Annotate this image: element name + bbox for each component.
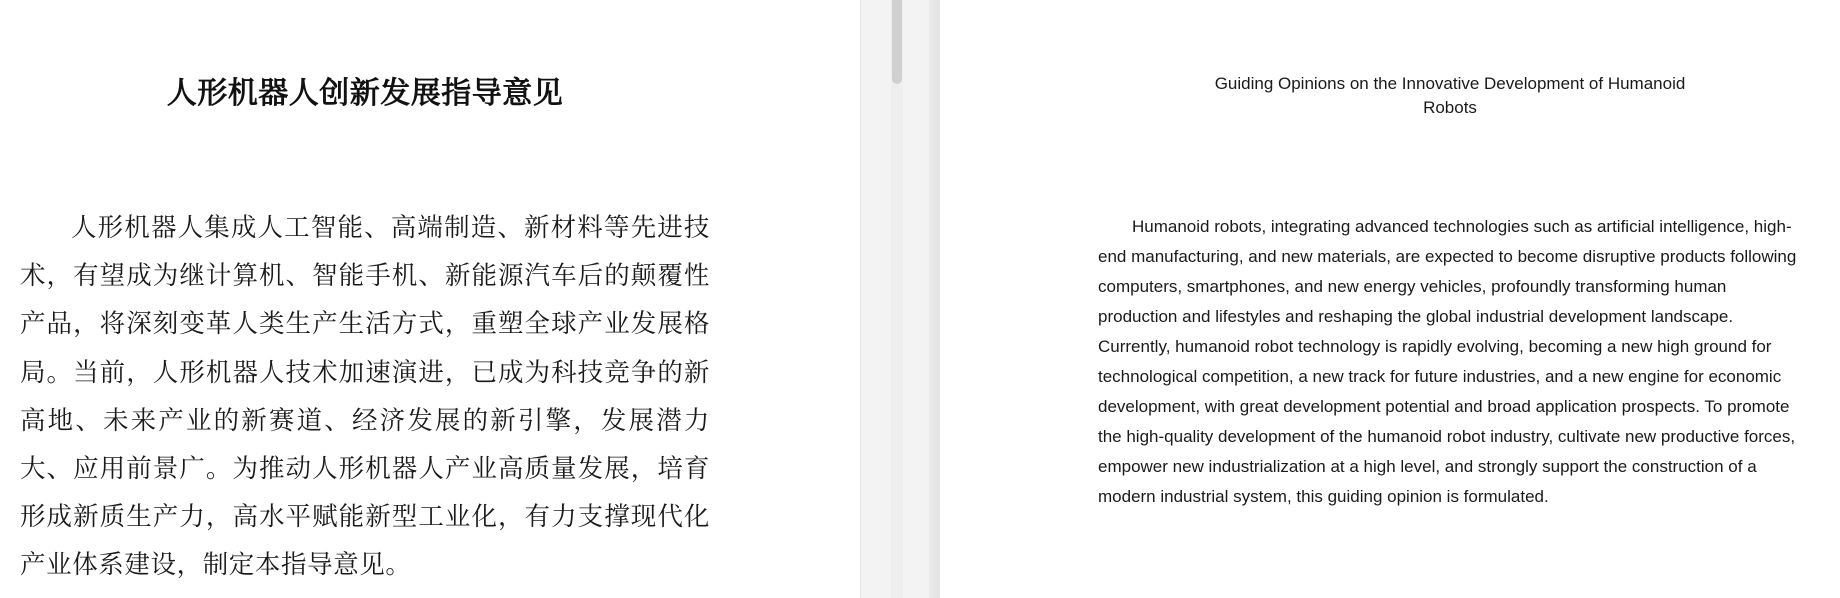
original-document-pane[interactable] (0, 0, 860, 598)
translation-document-pane[interactable] (940, 0, 1840, 598)
scrollbar-track[interactable] (891, 0, 903, 598)
translation-paragraph: Humanoid robots, integrating advanced technologies such as artificial intelligence, high-end manufacturing, and new materials, are expected to become disruptive products following computers, smartphones, and new energy vehicles, profoundly transforming human production and lifestyles and reshaping the global industrial development landscape. Currently, humanoid robot technology is rapidly evolving, becoming a new high ground for technological competition, a new track for future industries, and a new engine for economic development, with great development potential and broad application prospects. To promote the high-quality development of the humanoid robot industry, cultivate new productive forces, empower new industrialization at a high level, and strongly support the construction of a modern industrial system, this guiding opinion is formulated. (1098, 217, 1797, 506)
original-paragraph: 人形机器人集成人工智能、高端制造、新材料等先进技术，有望成为继计算机、智能手机、新能源汽车后的颠覆性产品，将深刻变革人类生产生活方式，重塑全球产业发展格局。当前，人形机器人技术加速演进，已成为科技竞争的新高地、未来产业的新赛道、经济发展的新引擎，发展潜力大、应用前景广。为推动人形机器人产业高质量发展，培育形成新质生产力，高水平赋能新型工业化，有力支撑现代化产业体系建设，制定本指导意见。 (20, 213, 710, 581)
original-title: 人形机器人创新发展指导意见 (166, 76, 564, 111)
translation-title-wrap (1090, 72, 1810, 120)
divider-shadow (929, 0, 939, 598)
translation-title: Guiding Opinions on the Innovative Development of Humanoid Robots (1214, 74, 1686, 117)
pane-divider (860, 0, 940, 598)
scrollbar-thumb[interactable] (892, 0, 902, 84)
